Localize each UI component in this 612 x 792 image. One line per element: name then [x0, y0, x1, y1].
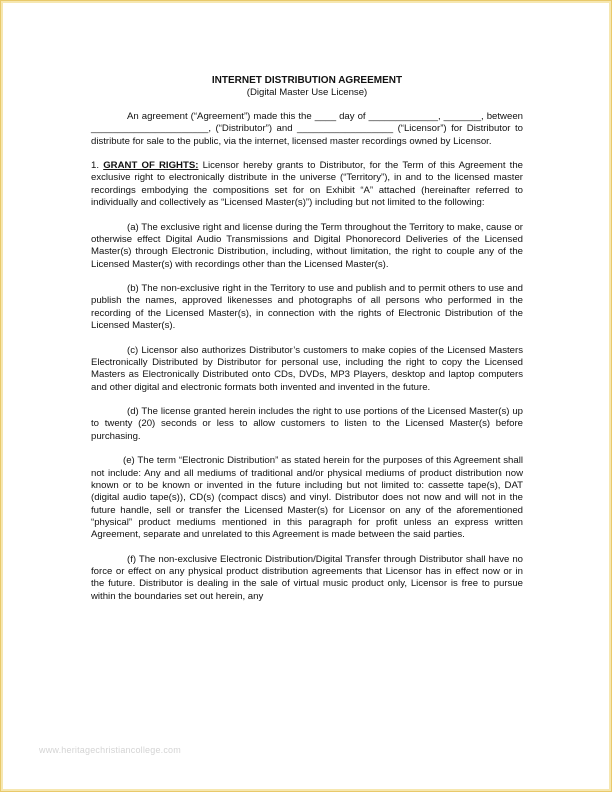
document-subtitle: (Digital Master Use License)	[246, 87, 368, 98]
document-title: INTERNET DISTRIBUTION AGREEMENT	[211, 75, 403, 86]
clause-a: (a) The exclusive right and license during the Term throughout the Territory to make, cause or otherwise effect Digital Audio Transmissions and Digital Phonorecord Deliveries of the Licensed Master(s) through Electronic Distribution, including, without limitation, the right to couple any of the Licensed Master(s) with recordings other than the Licensed Master(s).	[91, 221, 523, 270]
clause-b: (b) The non-exclusive right in the Territory to use and publish and to permit others to use and publish the names, approved likenesses and photographs of all persons who performed in the recording of the Licensed Master(s), in connection with the rights of Electronic Distribution of the Licensed Master(s).	[91, 283, 523, 332]
section-1-heading: GRANT OF RIGHTS:	[103, 160, 199, 172]
document-body	[91, 75, 523, 615]
clause-e: (e) The term “Electronic Distribution” as stated herein for the purposes of this Agreement shall not include: Any and all mediums of traditional and/or physical mediums of product distribution now known or to be known or invented in the future including but not limited to: cassette tape(s), DAT (digital audio tape(s)), CD(s) (compact discs) and vinyl. Distributor does not now and will not in the future handle, sell or transfer the Licensed Master(s) for Licensor on any of the aforementioned “physical” product mediums mentioned in this paragraph for profit unless an express written Agreement, separate and unrelated to this Agreement is made between the said parties.	[91, 455, 523, 541]
section-1-number: 1.	[91, 160, 100, 172]
watermark-text: www.heritagechristiancollege.com	[39, 745, 181, 755]
clause-c: (c) Licensor also authorizes Distributor’s customers to make copies of the Licensed Masters Electronically Distributed by Distributor for personal use, including the right to copy the Licensed Masters as Electronically Distributed onto CDs, DVDs, MP3 Players, desktop and laptop computers and other digital and electronic formats both invented and invented in the future.	[91, 344, 523, 393]
intro-paragraph: An agreement (“Agreement”) made this the ____ day of _____________, _______, between ______________________, (“Distributor”) and __________________ (“Licensor”) for Distributor to distribute for sale to the public, via the internet, licensed master recordings owned by Licensor.	[91, 111, 523, 147]
section-1-paragraph	[91, 160, 523, 209]
section-1-text: Licensor hereby grants to Distributor, for the Term of this Agreement the exclusive right to electronically distribute in the universe (“Territory”), in and to the licensed master recordings embodying the compositions set for on Exhibit “A” attached (hereinafter referred to individually and collectively as “Licensed Master(s)”) including but not limited to the following:	[91, 160, 524, 209]
clause-d: (d) The license granted herein includes the right to use portions of the Licensed Master(s) up to twenty (20) seconds or less to allow customers to listen to the Licensed Master(s) before purchasing.	[91, 406, 523, 442]
clause-f: (f) The non-exclusive Electronic Distribution/Digital Transfer through Distributor shall have no force or effect on any physical product distribution agreements that Licensor has in effect now or in the future. Distributor is dealing in the sale of virtual music product only, Licensor is free to pursue within the boundaries set out herein, any	[91, 553, 523, 602]
